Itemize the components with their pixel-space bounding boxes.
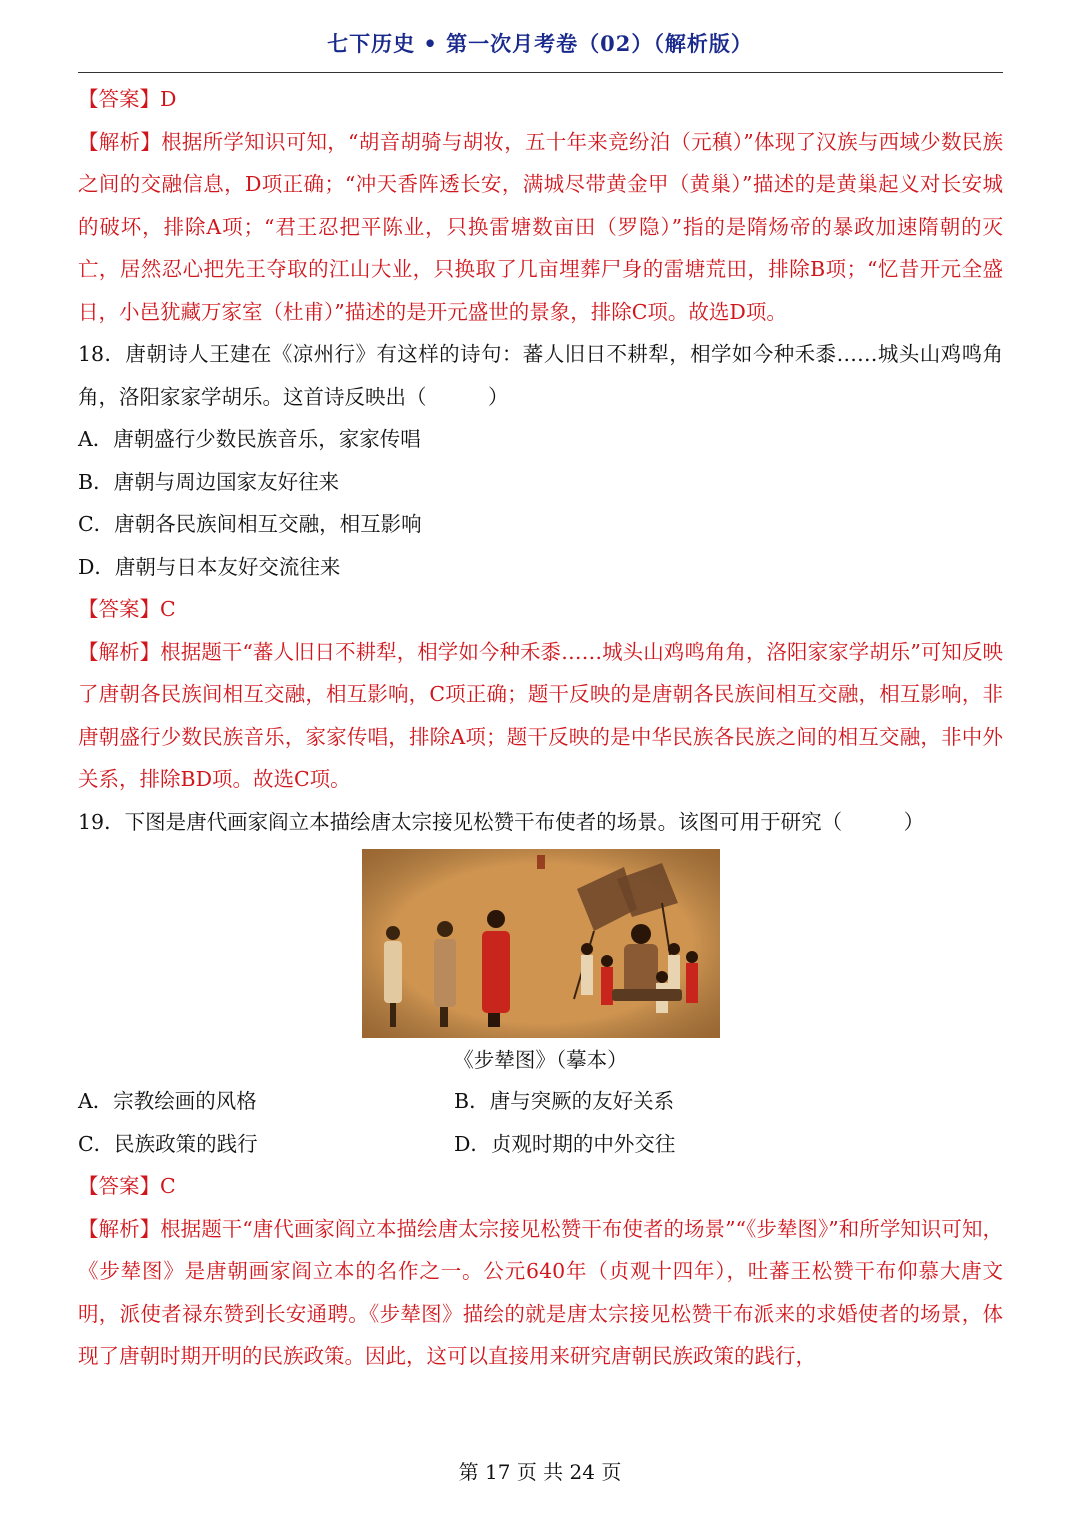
q18-option-d: D．唐朝与日本友好交流往来	[78, 554, 341, 579]
q17-analysis: 【解析】根据所学知识可知，“胡音胡骑与胡妆，五十年来竞纷泊（元稹）”体现了汉族与西域少数民族之间的交融信息，D项正确；“冲天香阵透长安，满城尽带黄金甲（黄巢）”描述的是黄巢起义对长安城的破坏，排除A项；“君王忍把平陈业，只换雷塘数亩田（罗隐）”指的是隋炀帝的暴政加速隋朝的灭亡，居然忍心把先王夺取的江山大业，只换取了几亩埋葬尸身的雷塘荒田，排除B项；“忆昔开元全盛日，小邑犹藏万家室（杜甫）”描述的是开元盛世的景象，排除C项。故选D项。	[78, 129, 1003, 324]
q18-option-a: A．唐朝盛行少数民族音乐，家家传唱	[78, 427, 421, 451]
q18-option-b: B．唐朝与周边国家友好往来	[78, 469, 340, 494]
painting-image	[362, 849, 720, 1038]
q18-answer: 【答案】C	[78, 597, 176, 621]
q18-option-c: C．唐朝各民族间相互交融，相互影响	[78, 512, 422, 536]
header-divider	[78, 72, 1003, 73]
q17-answer: 【答案】D	[78, 87, 177, 111]
page-footer: 第 17 页 共 24 页	[458, 1460, 622, 1484]
q19-option-a: A．宗教绘画的风格	[78, 1089, 257, 1113]
document-body	[78, 78, 1003, 1378]
painting-illustration	[362, 849, 720, 1038]
q19-option-c: C．民族政策的践行	[78, 1131, 258, 1156]
q19-stem: 19．下图是唐代画家阎立本描绘唐太宗接见松赞干布使者的场景。该图可用于研究（ ）	[78, 809, 925, 834]
page-header-title: 七下历史 • 第一次月考卷（02）（解析版）	[327, 31, 753, 56]
q19-options-row-1	[78, 1080, 1003, 1123]
q19-option-b: B．唐与突厥的友好关系	[454, 1089, 675, 1113]
figure-caption: 《步辇图》（摹本）	[453, 1048, 628, 1072]
q18-stem: 18．唐朝诗人王建在《凉州行》有这样的诗句：蕃人旧日不耕犁，相学如今种禾黍……城头山鸡鸣角角，洛阳家家学胡乐。这首诗反映出（ ）	[78, 342, 1003, 409]
q19-option-d: D．贞观时期的中外交往	[454, 1131, 676, 1156]
figure-container	[78, 849, 1003, 1038]
q18-analysis: 【解析】根据题干“蕃人旧日不耕犁，相学如今种禾黍……城头山鸡鸣角角，洛阳家家学胡乐”可知反映了唐朝各民族间相互交融，相互影响，C项正确；题干反映的是唐朝各民族间相互交融，相互影响，非唐朝盛行少数民族音乐，家家传唱，排除A项；题干反映的是中华民族各民族之间的相互交融，非中外关系，排除BD项。故选C项。	[78, 639, 1003, 791]
q19-options-row-2	[78, 1123, 1003, 1166]
q19-analysis: 【解析】根据题干“唐代画家阎立本描绘唐太宗接见松赞干布使者的场景”“《步辇图》”和所学知识可知，《步辇图》是唐朝画家阎立本的名作之一。公元640年（贞观十四年），吐蕃王松赞干布仰慕大唐文明，派使者禄东赞到长安通聘。《步辇图》描绘的就是唐太宗接见松赞干布派来的求婚使者的场景，体现了唐朝时期开明的民族政策。因此，这可以直接用来研究唐朝民族政策的践行，	[78, 1216, 1003, 1368]
q19-answer: 【答案】C	[78, 1174, 176, 1198]
